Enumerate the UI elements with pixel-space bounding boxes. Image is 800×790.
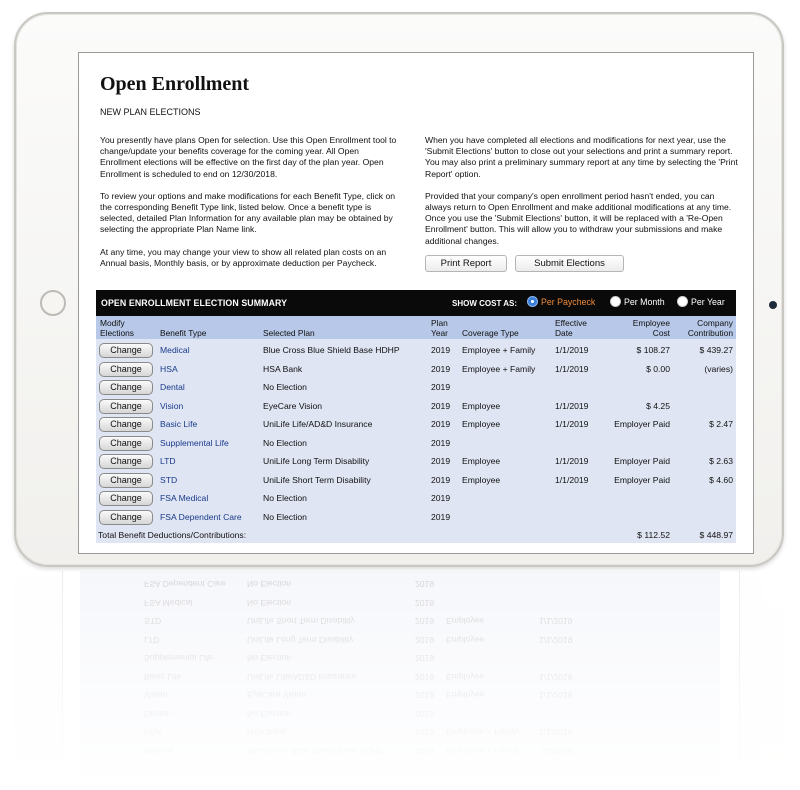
benefit-type-link[interactable]: HSA — [160, 363, 178, 374]
election-summary-table — [96, 290, 736, 543]
employee-cost: $ 4.25 — [646, 400, 670, 411]
reflection-cell: Vision — [144, 690, 168, 701]
reflection-cell: FSA Medical — [144, 598, 193, 608]
reflection-cell: 2019 — [415, 709, 435, 719]
benefit-type-link[interactable]: Basic Life — [160, 419, 198, 429]
reflection-row — [80, 668, 720, 687]
coverage-type: Employee — [462, 400, 501, 411]
company-contribution: $ 4.60 — [709, 474, 733, 485]
effective-date: 1/1/2019 — [555, 474, 589, 485]
change-button[interactable]: Change — [99, 417, 153, 432]
reflection-cell: No Election — [247, 579, 291, 590]
reflection-cell: No Election — [247, 653, 291, 664]
reflection-cell: 2019 — [415, 727, 435, 738]
col-employee-line1: Employee — [632, 318, 670, 328]
change-button[interactable]: Change — [99, 473, 153, 488]
reflection-cell: Employee + Family — [446, 746, 520, 756]
change-button[interactable]: Change — [99, 380, 153, 395]
total-row — [96, 527, 736, 543]
col-employee-cost — [628, 318, 670, 338]
effective-date: 1/1/2019 — [555, 400, 589, 411]
selected-plan-link[interactable]: EyeCare Vision — [263, 400, 323, 411]
plan-year: 2019 — [431, 345, 451, 355]
reflection-cell: 2019 — [415, 616, 435, 627]
plan-year: 2019 — [431, 437, 451, 448]
benefit-type-link[interactable]: Dental — [160, 382, 185, 392]
selected-plan-link[interactable]: UniLife Long Term Disability — [263, 456, 370, 466]
plan-year: 2019 — [431, 419, 451, 429]
reflection-image — [14, 571, 784, 790]
reflection-cell: Employee — [446, 616, 485, 627]
reflection-cell: 2019 — [415, 672, 435, 682]
table-row — [96, 341, 736, 360]
col-effective-date — [555, 318, 587, 338]
col-company-contribution — [674, 318, 733, 338]
selected-plan-link[interactable]: No Election — [263, 382, 307, 392]
reflection-cell: Employee + Family — [446, 727, 520, 738]
intro-paragraph: Provided that your company's open enrollment period hasn't ended, you can always return to Open Enrollment and make additional modifications at any time. Once you use the 'Submit Elections' button, it will be replaced with a 'Re-Open Enrollment' button. This will allow you to withdraw your submissions and make additional changes. — [425, 190, 732, 246]
intro-left — [100, 135, 400, 280]
reflection-cell: FSA Dependent Care — [144, 579, 226, 590]
summary-header — [96, 290, 736, 316]
reflection-cell: 1/1/2019 — [539, 727, 573, 738]
print-report-button[interactable]: Print Report — [425, 255, 507, 272]
submit-elections-button[interactable]: Submit Elections — [515, 255, 624, 272]
reflection-fade — [14, 571, 784, 790]
reflection-cell: 1/1/2019 — [539, 690, 573, 701]
tablet-reflection — [14, 571, 784, 790]
intro-paragraph: At any time, you may change your view to show all related plan costs on an Annual basis, Monthly basis, or by approximate deduction per Paycheck. — [100, 246, 387, 268]
benefit-type-link[interactable]: Vision — [160, 400, 184, 411]
table-row — [96, 489, 736, 508]
benefit-type-link[interactable]: FSA Dependent Care — [160, 511, 242, 522]
benefit-type-link[interactable]: FSA Medical — [160, 493, 209, 503]
reflection-cell: Dental — [144, 709, 169, 719]
reflection-row — [80, 594, 720, 613]
coverage-type: Employee — [462, 419, 501, 429]
page-subtitle: NEW PLAN ELECTIONS — [100, 107, 201, 117]
reflection-row — [80, 723, 720, 742]
coverage-type: Employee + Family — [462, 345, 536, 355]
change-button[interactable]: Change — [99, 436, 153, 451]
reflection-cell: Employee — [446, 690, 485, 701]
cost-option-label: Per Paycheck — [541, 296, 596, 307]
change-button[interactable]: Change — [99, 343, 153, 358]
plan-year: 2019 — [431, 382, 451, 392]
reflection-cell: Employee — [446, 635, 485, 645]
reflection-cell: 2019 — [415, 746, 435, 756]
reflection-cell: Medical — [144, 746, 174, 756]
plan-year: 2019 — [431, 511, 451, 522]
reflection-cell: 1/1/2019 — [539, 746, 573, 756]
reflection-cell: Basic Life — [144, 672, 182, 682]
selected-plan-link[interactable]: No Election — [263, 437, 307, 448]
intro-right — [425, 135, 740, 258]
screen — [78, 52, 754, 554]
company-contribution: $ 439.27 — [699, 345, 733, 355]
reflection-table — [80, 571, 720, 790]
camera-icon — [769, 301, 777, 309]
col-plan-year — [431, 318, 448, 338]
reflection-cell: 2019 — [415, 598, 435, 608]
plan-year: 2019 — [431, 474, 451, 485]
employee-cost: $ 108.27 — [636, 345, 670, 355]
tablet-frame — [14, 12, 784, 567]
radio-selected-icon — [527, 296, 538, 307]
col-plan-line1: Plan — [431, 318, 448, 328]
reflection-cell: UniLife Long Term Disability — [247, 635, 354, 645]
cost-option-label: Per Year — [691, 296, 725, 307]
reflection-screen — [62, 571, 740, 790]
table-row — [96, 508, 736, 527]
selected-plan-link[interactable]: UniLife Life/AD&D Insurance — [263, 419, 373, 429]
reflection-cell: 2019 — [415, 579, 435, 590]
reflection-cell: 2019 — [415, 690, 435, 701]
col-benefit-type: Benefit Type — [160, 328, 207, 338]
summary-title: OPEN ENROLLMENT ELECTION SUMMARY — [101, 298, 288, 308]
table-row — [96, 434, 736, 453]
selected-plan-link[interactable]: No Election — [263, 493, 307, 503]
table-row — [96, 471, 736, 490]
show-cost-label: SHOW COST AS: — [452, 299, 518, 308]
plan-year: 2019 — [431, 493, 451, 503]
cost-option-label: Per Month — [624, 296, 665, 307]
plan-year: 2019 — [431, 456, 451, 466]
reflection-cell: 1/1/2019 — [539, 616, 573, 627]
reflection-cell: No Election — [247, 709, 291, 719]
coverage-type: Employee — [462, 456, 501, 466]
table-row — [96, 378, 736, 397]
benefit-type-link[interactable]: STD — [160, 474, 178, 485]
selected-plan-link[interactable]: HSA Bank — [263, 363, 303, 374]
benefit-type-link[interactable]: Medical — [160, 345, 190, 355]
reflection-row — [80, 649, 720, 668]
reflection-cell: Employee — [446, 672, 485, 682]
cost-option-per-month[interactable] — [610, 296, 665, 307]
employee-cost: Employer Paid — [614, 419, 670, 429]
reflection-cell: Blue Cross Blue Shield Base HDHP — [247, 746, 384, 756]
plan-year: 2019 — [431, 400, 451, 411]
cost-option-per-year[interactable] — [677, 296, 725, 307]
col-coverage-type: Coverage Type — [462, 328, 519, 338]
reflection-cell: Supplemental Life — [144, 653, 213, 664]
reflection-cell: STD — [144, 616, 162, 627]
table-row — [96, 452, 736, 471]
coverage-type: Employee — [462, 474, 501, 485]
col-company-line1: Company — [697, 318, 733, 328]
radio-icon — [677, 296, 688, 307]
table-row — [96, 415, 736, 434]
change-button[interactable]: Change — [99, 454, 153, 469]
reflection-cell: HSA Bank — [247, 727, 287, 738]
col-effective-line1: Effective — [555, 318, 587, 328]
col-selected-plan: Selected Plan — [263, 328, 315, 338]
col-employee-line2: Cost — [652, 328, 670, 338]
change-button[interactable]: Change — [99, 399, 153, 414]
radio-icon — [610, 296, 621, 307]
benefit-type-link[interactable]: LTD — [160, 456, 176, 466]
reflection-cell: LTD — [144, 635, 160, 645]
reflection-row — [80, 705, 720, 724]
total-employee-cost: $ 112.52 — [637, 530, 670, 540]
change-button[interactable]: Change — [99, 510, 153, 525]
company-contribution: (varies) — [704, 363, 733, 374]
reflection-row — [80, 575, 720, 594]
effective-date: 1/1/2019 — [555, 419, 589, 429]
selected-plan-link[interactable]: No Election — [263, 511, 307, 522]
total-label: Total Benefit Deductions/Contributions: — [98, 530, 247, 540]
reflection-row — [80, 631, 720, 650]
total-company-contribution: $ 448.97 — [699, 530, 733, 540]
intro-paragraph: To review your options and make modifications for each Benefit Type, click on the corresponding Benefit Type link, listed below. Once a benefit type is selected, detailed Plan Information for any available plan may be obtained by selecting the appropriate Plan Name link. — [100, 190, 396, 235]
intro-paragraph: When you have completed all elections and modifications for next year, use the 'Submit Elections' button to close out your selections and print a summary report. You may also print a preliminary summary report at any time by selecting the 'Print Report' option. — [425, 135, 738, 179]
plan-year: 2019 — [431, 363, 451, 374]
col-effective-line2: Date — [555, 328, 573, 338]
cost-option-per-paycheck[interactable] — [527, 296, 595, 307]
reflection-cell: 1/1/2019 — [539, 635, 573, 645]
reflection-cell: UniLife Life/AD&D Insurance — [247, 672, 357, 682]
reflection-cell: 2019 — [415, 635, 435, 645]
effective-date: 1/1/2019 — [555, 363, 589, 374]
employee-cost: Employer Paid — [614, 456, 670, 466]
reflection-cell: UniLife Short Term Disability — [247, 616, 355, 627]
page-title: Open Enrollment — [100, 73, 250, 95]
reflection-cell: No Election — [247, 598, 291, 608]
reflection-cell: 1/1/2019 — [539, 672, 573, 682]
selected-plan-link[interactable]: UniLife Short Term Disability — [263, 474, 371, 485]
change-button[interactable]: Change — [99, 491, 153, 506]
col-modify-line1: Modify — [100, 318, 125, 328]
column-headers — [96, 316, 736, 339]
effective-date: 1/1/2019 — [555, 456, 589, 466]
company-contribution: $ 2.47 — [709, 419, 733, 429]
col-plan-line2: Year — [431, 328, 448, 338]
selected-plan-link[interactable]: Blue Cross Blue Shield Base HDHP — [263, 345, 400, 355]
reflection-row — [80, 742, 720, 761]
home-button[interactable] — [40, 290, 66, 316]
col-modify — [100, 318, 134, 338]
company-contribution: $ 2.63 — [709, 456, 733, 466]
employee-cost: $ 0.00 — [646, 363, 670, 374]
change-button[interactable]: Change — [99, 362, 153, 377]
intro-paragraph: You presently have plans Open for selection. Use this Open Enrollment tool to change/update your benefits coverage for the coming year. All Open Enrollment elections will be effective on the first day of the plan year. Open Enrollment is scheduled to end on 12/30/2018. — [100, 135, 397, 179]
reflection-row — [80, 686, 720, 705]
coverage-type: Employee + Family — [462, 363, 536, 374]
reflection-row — [80, 612, 720, 631]
col-modify-line2: Elections — [100, 328, 134, 338]
col-company-line2: Contribution — [687, 328, 733, 338]
employee-cost: Employer Paid — [614, 474, 670, 485]
reflection-cell: HSA — [144, 727, 162, 738]
reflection-cell: 2019 — [415, 653, 435, 664]
effective-date: 1/1/2019 — [555, 345, 589, 355]
reflection-cell: EyeCare Vision — [247, 690, 307, 701]
table-row — [96, 360, 736, 379]
table-row — [96, 397, 736, 416]
benefit-type-link[interactable]: Supplemental Life — [160, 437, 229, 448]
